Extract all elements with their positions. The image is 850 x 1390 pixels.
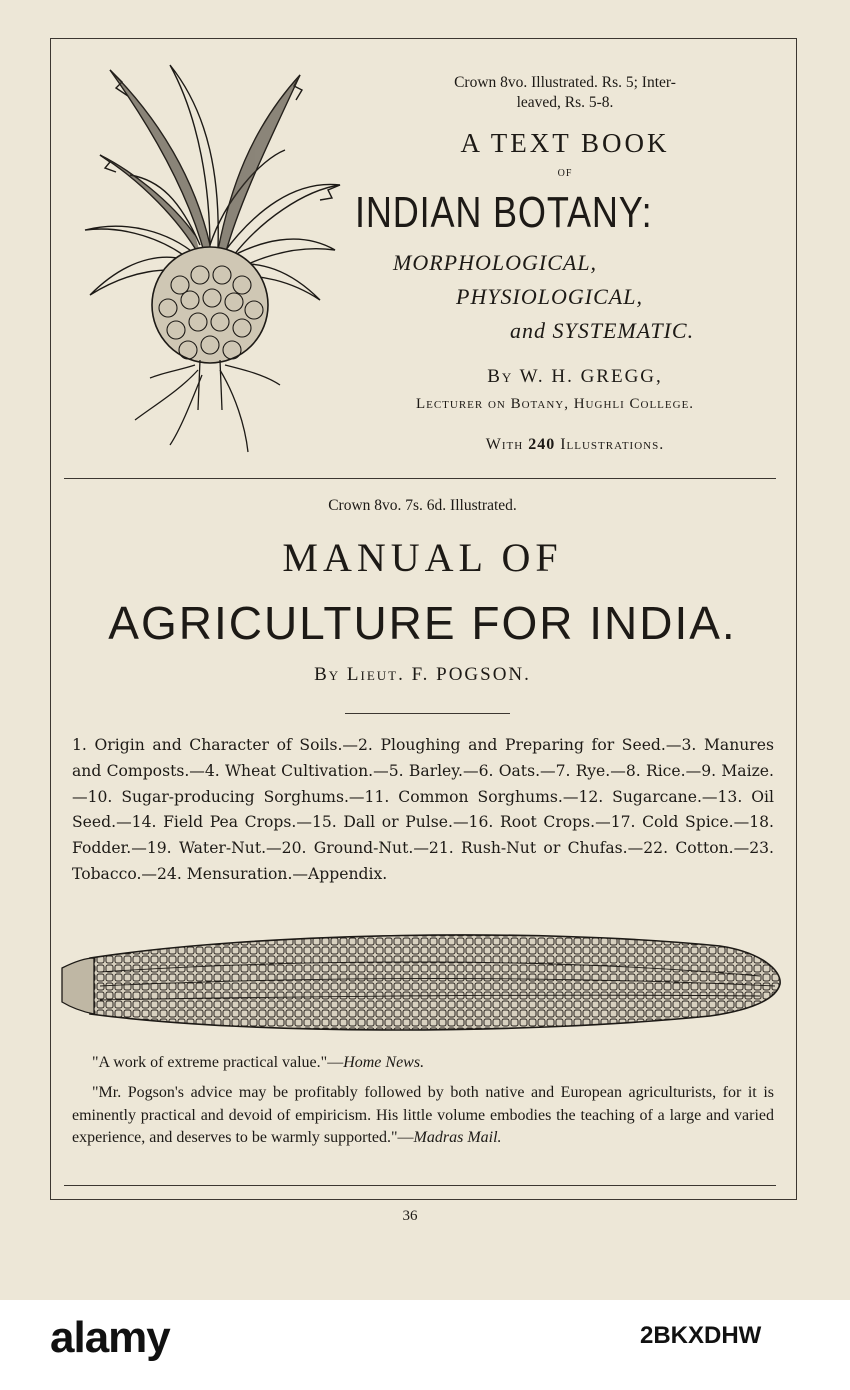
short-divider xyxy=(345,713,510,714)
page-number: 36 xyxy=(402,1208,418,1224)
ad2-quote-1-source: Home News. xyxy=(343,1054,425,1071)
ad1-illustrations xyxy=(360,436,790,454)
ad1-meta xyxy=(380,73,750,113)
ad1-subtitle-2: PHYSIOLOGICAL, xyxy=(456,284,643,309)
ad1-title: INDIAN BOTANY: xyxy=(355,188,653,237)
ad1-illustrations-prefix: With xyxy=(485,436,524,453)
ad1-meta-line1: Crown 8vo. Illustrated. Rs. 5; Inter- xyxy=(454,74,676,91)
ad1-subtitle-1: MORPHOLOGICAL, xyxy=(393,250,598,275)
ad2-quote-2-text: "Mr. Pogson's advice may be profitably followed by both native and European agriculturists, for it is eminently practical and devoid of empiricism. His little volume embodies the teaching of a large and varied experience, and deserves to be warmly supported."— xyxy=(72,1084,774,1146)
ad1-author-role: Lecturer on Botany, Hughli College. xyxy=(415,396,695,412)
bottom-divider xyxy=(64,1185,776,1186)
ad2-title-line2: AGRICULTURE FOR INDIA. xyxy=(108,597,737,649)
ad1-of: OF xyxy=(557,168,573,179)
ad2-meta: Crown 8vo. 7s. 6d. Illustrated. xyxy=(328,497,517,514)
ad1-illustrations-count: 240 xyxy=(528,436,556,453)
ad1-illustrations-suffix: Illustrations. xyxy=(560,436,665,453)
section-divider xyxy=(64,478,776,479)
ad2-contents: 1. Origin and Character of Soils.—2. Ploughing and Preparing for Seed.—3. Manures and Composts.—4. Wheat Cultivation.—5. Barley.—6. Oats.—7. Rye.—8. Rice.—9. Maize.—10. Sugar-producing Sorghums.—11. Common Sorghums.—12. Sugarcane.—13. Oil Seed.—14. Field Pea Crops.—15. Dall or Pulse.—16. Root Crops.—17. Cold Spice.—18. Fodder.—19. Water-Nut.—20. Ground-Nut.—21. Rush-Nut or Chufas.—22. Cotton.—23. Tobacco.—24. Mensuration.—Appendix. xyxy=(72,736,774,883)
ad2-title-line1: MANUAL OF xyxy=(282,535,563,580)
ad1-subtitle-3: and SYSTEMATIC. xyxy=(510,318,695,343)
watermark-logo: alamy xyxy=(50,1313,170,1362)
ad1-text-book: A TEXT BOOK xyxy=(460,128,670,158)
corn-cob-illustration-icon xyxy=(60,928,785,1040)
watermark-image-id: 2BKXDHW xyxy=(640,1322,762,1349)
ad2-author: By Lieut. F. POGSON. xyxy=(314,664,531,685)
ad1-author: By W. H. GREGG, xyxy=(487,366,663,387)
ad2-quote-2-source: Madras Mail. xyxy=(413,1129,502,1146)
ad2-quote-1-text: "A work of extreme practical value."— xyxy=(92,1054,344,1071)
pineapple-illustration-icon xyxy=(70,60,345,460)
ad1-meta-line2: leaved, Rs. 5-8. xyxy=(516,94,614,111)
ad2-quote-2 xyxy=(72,1082,774,1150)
ad2-quote-1 xyxy=(92,1054,424,1072)
